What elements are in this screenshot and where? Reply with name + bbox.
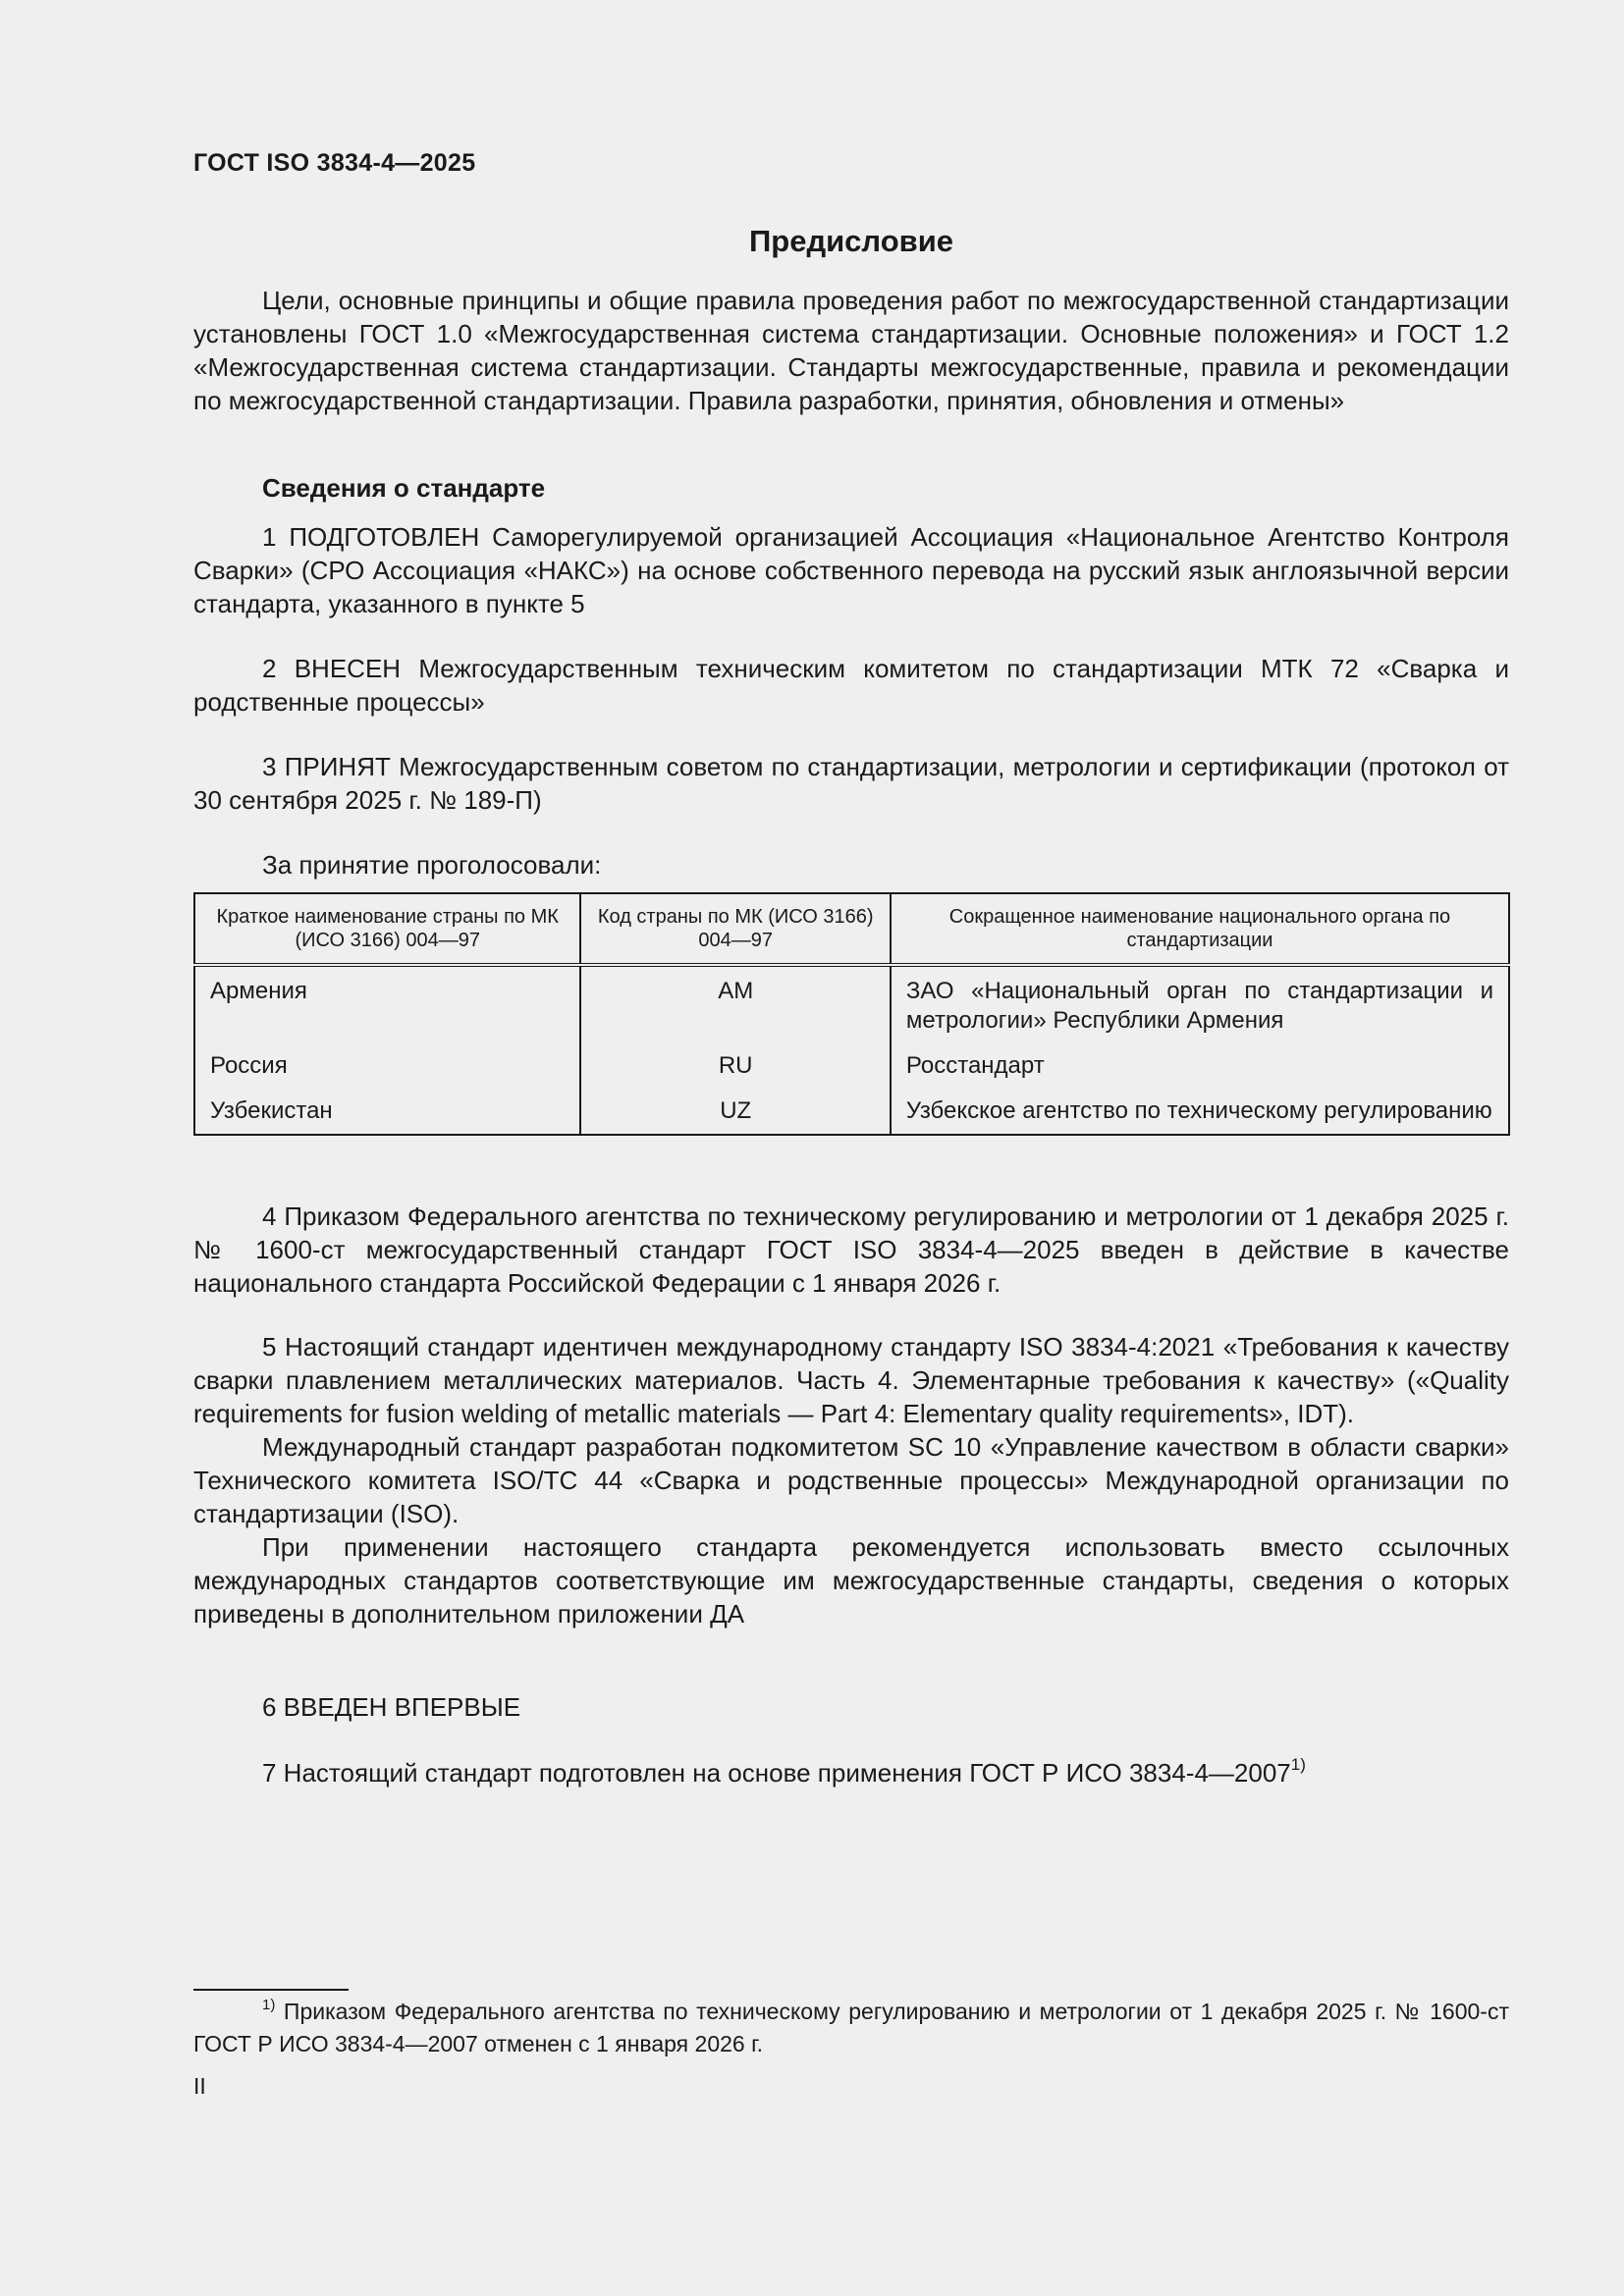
item-5-paragraph-2: Международный стандарт разработан подкомитетом SC 10 «Управление качеством в области сварки» Технического комитета ISO/TC 44 «Сварка и родственные процессы» Международной организации по стандартизации (ISO).: [193, 1432, 1509, 1528]
cell-country: Армения: [194, 965, 580, 1036]
header-country-code: Код страны по МК (ИСО 3166) 004—97: [580, 893, 890, 965]
item-4-text: 4 Приказом Федерального агентства по техническому регулированию и метрологии от 1 декабря 2025 г. № 1600-ст межгосударственный стандарт ГОСТ ISO 3834-4—2025 введен в действие в качестве национального стандарта Российской Федерации с 1 января 2026 г.: [193, 1201, 1509, 1298]
header-national-body: Сокращенное наименование национального органа по стандартизации: [891, 893, 1509, 965]
header-country-name: Краткое наименование страны по МК (ИСО 3166) 004—97: [194, 893, 580, 965]
voted-label: За принятие проголосовали:: [262, 850, 602, 880]
footnote-marker: 1): [262, 1997, 276, 2013]
item-1: [193, 520, 1509, 620]
cell-org: Росстандарт: [891, 1036, 1509, 1081]
voting-table: [193, 892, 1510, 1136]
cell-code: UZ: [580, 1081, 890, 1135]
item-3-text: 3 ПРИНЯТ Межгосударственным советом по стандартизации, метрологии и сертификации (протокол от 30 сентября 2025 г. № 189-П): [193, 752, 1509, 815]
item-2-text: 2 ВНЕСЕН Межгосударственным техническим комитетом по стандартизации МТК 72 «Сварка и родственные процессы»: [193, 654, 1509, 717]
footnote-text: Приказом Федерального агентства по техническому регулированию и метрологии от 1 декабря 2025 г. № 1600-ст ГОСТ Р ИСО 3834-4—2007 отменен с 1 января 2026 г.: [193, 1999, 1509, 2056]
item-5: [193, 1330, 1509, 1630]
table-header-row: [194, 893, 1509, 965]
item-7: [262, 1756, 1306, 1789]
cell-org: Узбекское агентство по техническому регулированию: [891, 1081, 1509, 1135]
cell-code: RU: [580, 1036, 890, 1081]
page-number: II: [193, 2073, 206, 2099]
intro-paragraph: [193, 284, 1509, 417]
footnote-reference[interactable]: 1): [1290, 1755, 1306, 1774]
item-5-text: 5 Настоящий стандарт идентичен международному стандарту ISO 3834-4:2021 «Требования к качеству сварки плавлением металлических материалов. Часть 4. Элементарные требования к качеству» («Quality requirements for fusion welding of metallic materials — Part 4: Elementary quality requirements», IDT).: [193, 1332, 1509, 1428]
info-heading: Сведения о стандарте: [262, 473, 546, 503]
item-6: 6 ВВЕДЕН ВПЕРВЫЕ: [262, 1692, 521, 1722]
item-4: [193, 1200, 1509, 1300]
item-3: [193, 750, 1509, 817]
cell-org: ЗАО «Национальный орган по стандартизации и метрологии» Республики Армения: [891, 965, 1509, 1036]
page-title: Предисловие: [748, 224, 953, 258]
cell-country: Россия: [194, 1036, 580, 1081]
footnote: [193, 1996, 1509, 2060]
table-row: [194, 1036, 1509, 1081]
document-code: ГОСТ ISO 3834-4—2025: [193, 149, 476, 177]
intro-text: Цели, основные принципы и общие правила проведения работ по межгосударственной стандартизации установлены ГОСТ 1.0 «Межгосударственная система стандартизации. Основные положения» и ГОСТ 1.2 «Межгосударственная система стандартизации. Стандарты межгосударственные, правила и рекомендации по межгосударственной стандартизации. Правила разработки, принятия, обновления и отмены»: [193, 286, 1509, 415]
item-1-text: 1 ПОДГОТОВЛЕН Саморегулируемой организацией Ассоциация «Национальное Агентство Контроля Сварки» (СРО Ассоциация «НАКС») на основе собственного перевода на русский язык англоязычной версии стандарта, указанного в пункте 5: [193, 522, 1509, 618]
item-2: [193, 652, 1509, 719]
cell-country: Узбекистан: [194, 1081, 580, 1135]
footnote-divider: [193, 1989, 349, 1991]
cell-code: AM: [580, 965, 890, 1036]
item-7-text: 7 Настоящий стандарт подготовлен на основе применения ГОСТ Р ИСО 3834-4—2007: [262, 1758, 1291, 1788]
table-row: [194, 1081, 1509, 1135]
table-row: [194, 965, 1509, 1036]
item-5-paragraph-3: При применении настоящего стандарта рекомендуется использовать вместо ссылочных международных стандартов соответствующие им межгосударственные стандарты, сведения о которых приведены в дополнительном приложении ДА: [193, 1532, 1509, 1629]
